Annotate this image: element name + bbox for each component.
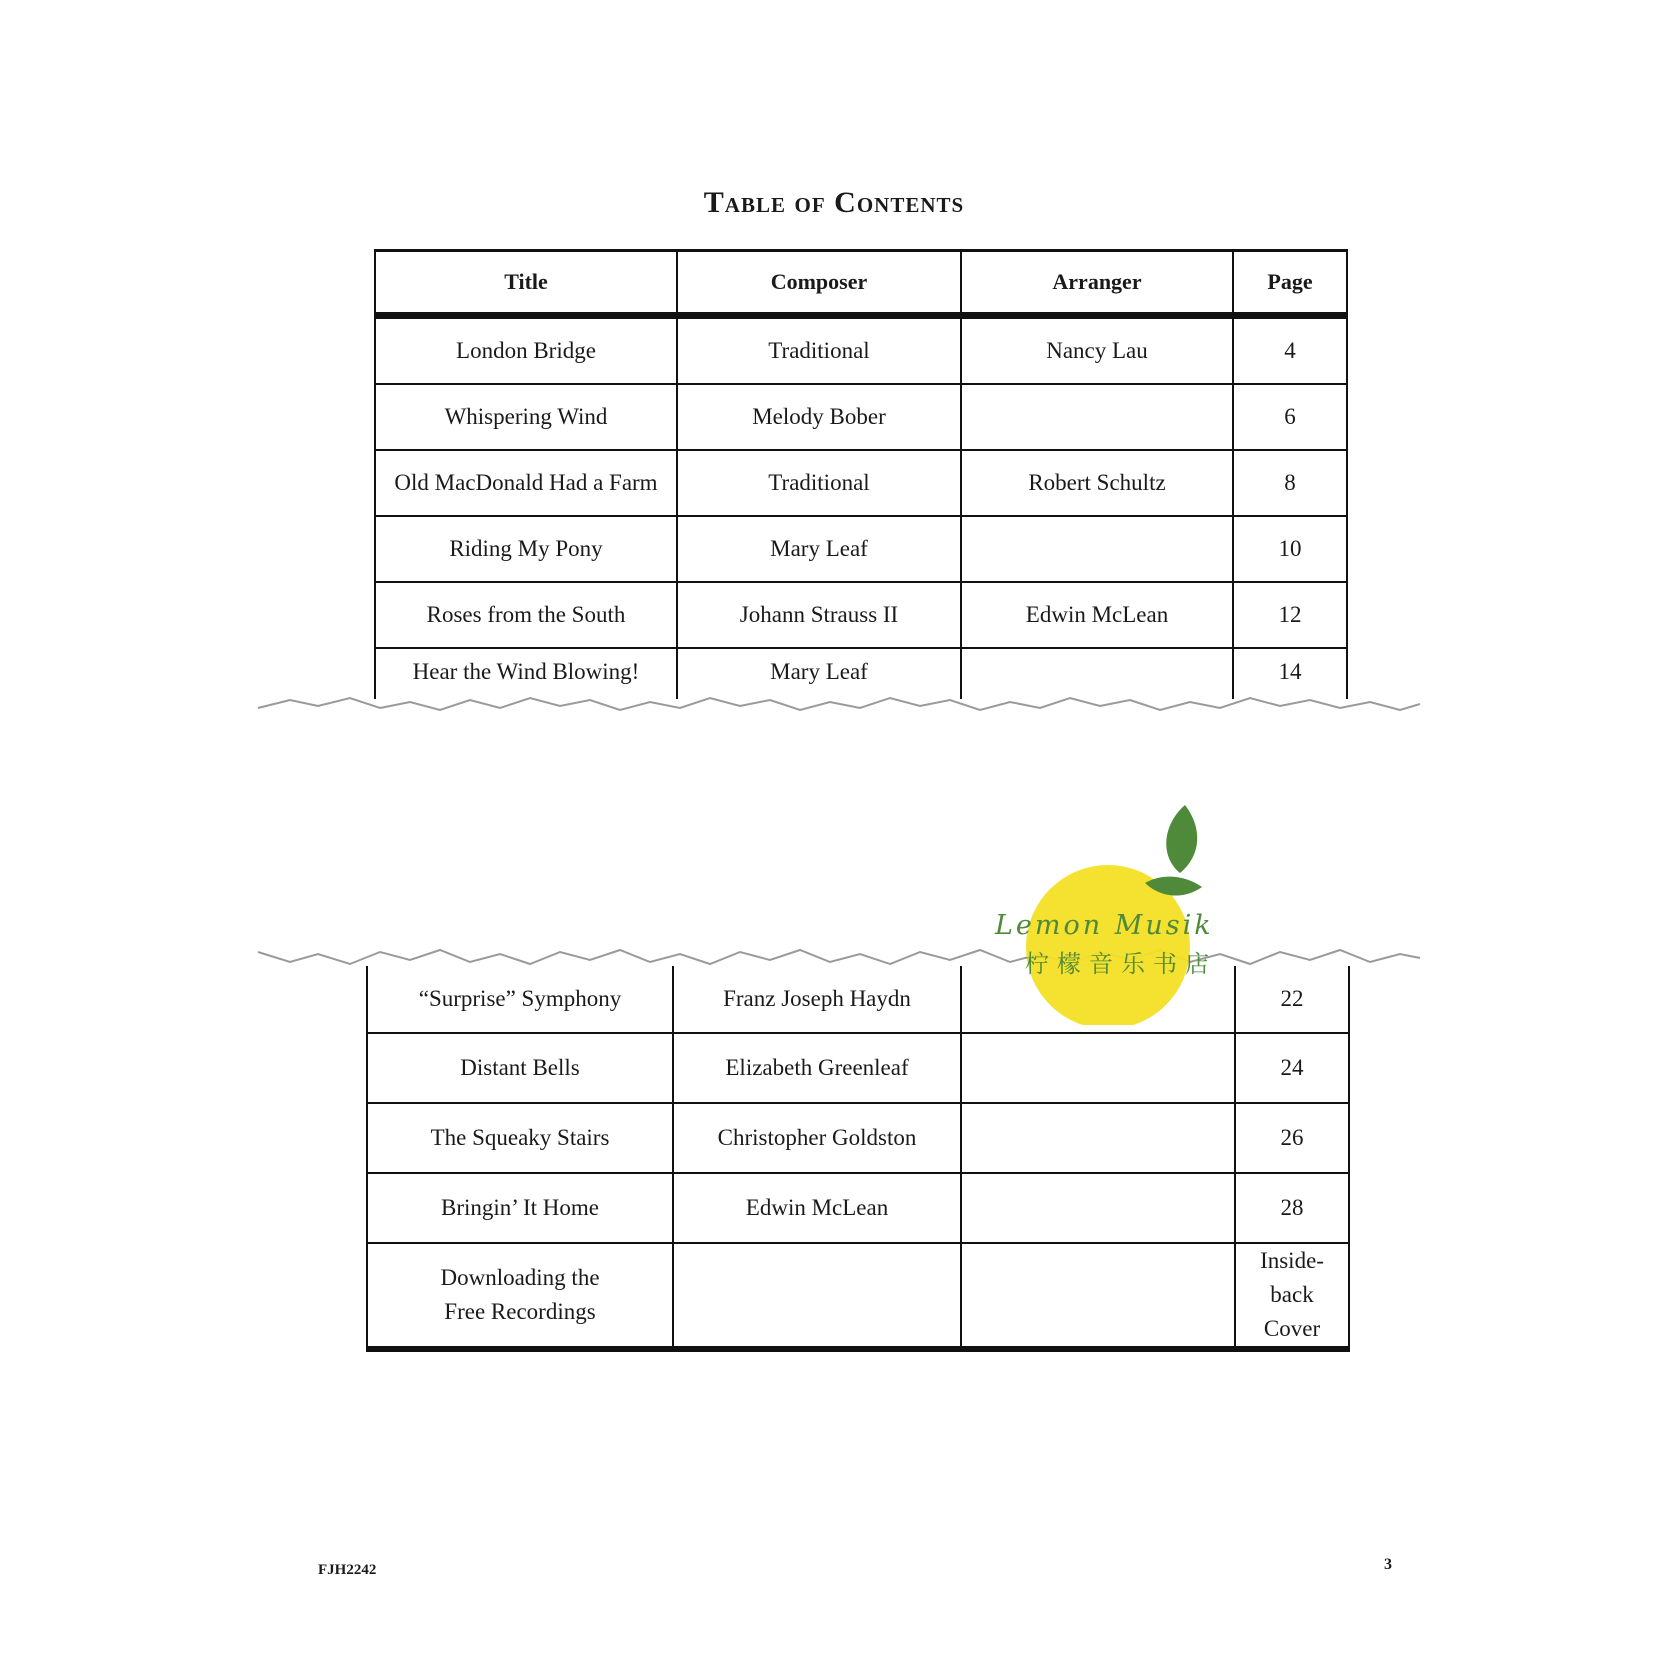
table-row bbox=[375, 582, 1347, 648]
cell-arranger bbox=[961, 1103, 1235, 1173]
cell-page: 4 bbox=[1233, 316, 1347, 385]
cell-page: 6 bbox=[1233, 384, 1347, 450]
page-title: Table of Contents bbox=[703, 186, 965, 219]
cell-composer bbox=[673, 1243, 961, 1349]
cell-page: 28 bbox=[1235, 1173, 1349, 1243]
cell-arranger: Robert Schultz bbox=[961, 450, 1233, 516]
cell-title-line1: Downloading the bbox=[440, 1265, 600, 1290]
cell-composer: Traditional bbox=[677, 316, 961, 385]
table-row bbox=[367, 1103, 1349, 1173]
cell-title: Hear the Wind Blowing! bbox=[375, 648, 677, 699]
header-title: Title bbox=[375, 251, 677, 316]
table-row bbox=[375, 384, 1347, 450]
cell-page-line2: back Cover bbox=[1263, 1282, 1321, 1341]
cell-title: London Bridge bbox=[375, 316, 677, 385]
cell-title: Distant Bells bbox=[367, 1033, 673, 1103]
cell-title: Roses from the South bbox=[375, 582, 677, 648]
cell-page: 8 bbox=[1233, 450, 1347, 516]
table-row bbox=[375, 450, 1347, 516]
cell-page: 24 bbox=[1235, 1033, 1349, 1103]
footer-code: FJH2242 bbox=[318, 1562, 377, 1578]
cell-page: 12 bbox=[1233, 582, 1347, 648]
cell-composer: Melody Bober bbox=[677, 384, 961, 450]
table-row bbox=[367, 1243, 1349, 1349]
cell-composer: Mary Leaf bbox=[677, 516, 961, 582]
cell-page bbox=[1235, 1243, 1349, 1349]
cell-title: Bringin’ It Home bbox=[367, 1173, 673, 1243]
cell-title: “Surprise” Symphony bbox=[367, 966, 673, 1033]
cell-title: Old MacDonald Had a Farm bbox=[375, 450, 677, 516]
toc-table-top bbox=[374, 249, 1348, 699]
cell-composer: Christopher Goldston bbox=[673, 1103, 961, 1173]
table-row bbox=[367, 1173, 1349, 1243]
cell-composer: Traditional bbox=[677, 450, 961, 516]
table-row bbox=[375, 516, 1347, 582]
torn-edge-top bbox=[0, 688, 1668, 728]
cell-composer: Johann Strauss II bbox=[677, 582, 961, 648]
cell-arranger bbox=[961, 516, 1233, 582]
cell-page: 14 bbox=[1233, 648, 1347, 699]
header-page: Page bbox=[1233, 251, 1347, 316]
cell-composer: Elizabeth Greenleaf bbox=[673, 1033, 961, 1103]
cell-title-line2: Free Recordings bbox=[444, 1299, 596, 1324]
table-row bbox=[375, 316, 1347, 385]
cell-composer: Mary Leaf bbox=[677, 648, 961, 699]
cell-composer: Franz Joseph Haydn bbox=[673, 966, 961, 1033]
cell-arranger: Nancy Lau bbox=[961, 316, 1233, 385]
watermark-subtitle: 柠檬音乐书店 bbox=[1025, 950, 1217, 978]
header-composer: Composer bbox=[677, 251, 961, 316]
cell-title: Whispering Wind bbox=[375, 384, 677, 450]
header-arranger: Arranger bbox=[961, 251, 1233, 316]
cell-page: 10 bbox=[1233, 516, 1347, 582]
cell-arranger: Edwin McLean bbox=[961, 582, 1233, 648]
cell-composer: Edwin McLean bbox=[673, 1173, 961, 1243]
page-number: 3 bbox=[1384, 1556, 1392, 1573]
cell-page-line1: Inside- bbox=[1260, 1248, 1324, 1273]
cell-title: The Squeaky Stairs bbox=[367, 1103, 673, 1173]
cell-title bbox=[367, 1243, 673, 1349]
cell-page: 26 bbox=[1235, 1103, 1349, 1173]
watermark-brand: Lemon Musik bbox=[995, 910, 1214, 941]
cell-title: Riding My Pony bbox=[375, 516, 677, 582]
table-row bbox=[367, 1033, 1349, 1103]
cell-arranger bbox=[961, 1173, 1235, 1243]
table-header-row bbox=[375, 251, 1347, 316]
cell-arranger bbox=[961, 1243, 1235, 1349]
cell-page: 22 bbox=[1235, 966, 1349, 1033]
cell-arranger bbox=[961, 1033, 1235, 1103]
cell-arranger bbox=[961, 384, 1233, 450]
